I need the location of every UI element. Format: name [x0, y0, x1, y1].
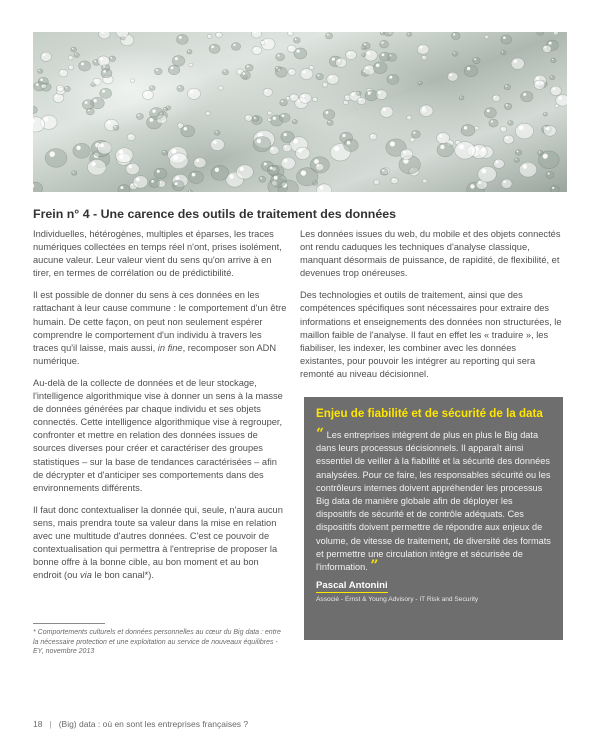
footer-separator: | [49, 719, 52, 729]
callout-title: Enjeu de fiabilité et de sécurité de la data [316, 407, 543, 420]
left-paragraph-4: Il faut donc contextualiser la donnée qui, seule, n'aura aucun sens, mais prendra toute sa valeur dans la mise en relation avec une multitude d'autres données. C'est ce pouvoir de contextualisation qui permettra à l'entreprise de proposer la bonne offre à la bonne cible, au bon moment et au bon endroit (ou via le bon canal*). [33, 504, 283, 581]
right-column [300, 228, 562, 390]
left-paragraph-3: Au-delà de la collecte de données et de leur stockage, l'intelligence algorithmique vise à donner un sens à la masse de données générées par chaque individu et ses objets connectés. Cette intelligence algorithmique vise à regrouper, confronter et mettre en relation des données issues de sources diverses pour créer et caractériser des groupes statistiques – sur la base de tendances caractérisées – afin de décrypter et d'anticiper ses comportements dans des environnements différents. [33, 377, 283, 493]
right-paragraph-2: Des technologies et outils de traitement, ainsi que des compétences spécifiques sont nécessaires pour extraire des informations et enseignements des données non structurées, le maillon faible de l'analyse. Il faut en effet les « traduire », les fiabiliser, les indexer, les combiner avec les données existantes, pour pouvoir les intégrer au reporting qui sera remonté au niveau décisionnel. [300, 290, 562, 379]
callout-quote [316, 426, 551, 575]
quote-author-role: Associé - Ernst & Young Advisory - IT Risk and Security [316, 596, 479, 604]
section-title: Frein n° 4 - Une carence des outils de traitement des données [33, 207, 397, 221]
right-paragraph-1: Les données issues du web, du mobile et des objets connectés ont rendu caduques les techniques d'analyse classique, manquant désormais de puissance, de rapidité, de flexibilité, et devenues trop onéreuses. [300, 229, 561, 279]
quote-text: Les entreprises intègrent de plus en plus le Big data dans leurs processus décisionnels. Il apparaît ainsi essentiel de veiller à la fiabilité et la sécurité des données analysées. Pour ce faire, les responsables sécurité ou les contrôleurs internes doivent appréhender les processus Big data de manière globale afin de déployer les dispositifs de sécurité et de contrôle adéquats. Ces dispositifs doivent permettre de répondre aux enjeux de volume, de vitesse de traitement, de diversité des formats et permettre une circulation intègre et sécurisée de l'information. [316, 430, 551, 573]
footnote: * Comportements culturels et données personnelles au cœur du Big data : entre la nécessaire protection et une exploitation au service de nouveaux équilibres - EY, novembre 2013 [33, 629, 281, 656]
close-quote-icon: ” [370, 558, 379, 575]
hero-water-droplets-image [33, 32, 567, 192]
left-paragraph-1: Individuelles, hétérogènes, multiples et éparses, les traces numériques collectées en temps réel n'ont, prises isolément, aucune valeur. Leur valeur vient du sens qu'on arrive à en tirer, en termes de corrélation ou de prédictibilité. [33, 229, 282, 279]
page-number: 18 [33, 719, 43, 729]
callout-box [304, 397, 563, 640]
publication-title: (Big) data : où en sont les entreprises françaises ? [58, 719, 249, 729]
quote-author: Pascal Antonini [316, 580, 388, 592]
footnote-divider [33, 623, 105, 624]
open-quote-icon: “ [316, 426, 325, 442]
page-footer [33, 719, 248, 729]
water-droplets-graphic [33, 32, 567, 192]
left-paragraph-2: Il est possible de donner du sens à ces données en les rattachant à leur cause commune : le comportement d'un être humain. De cette façon, on peut non seulement espérer comprendre le comportement d'un individu à travers les traces qu'il laisse, mais aussi, in fine, recomposer son ADN numérique. [33, 290, 287, 366]
left-column [33, 228, 288, 591]
